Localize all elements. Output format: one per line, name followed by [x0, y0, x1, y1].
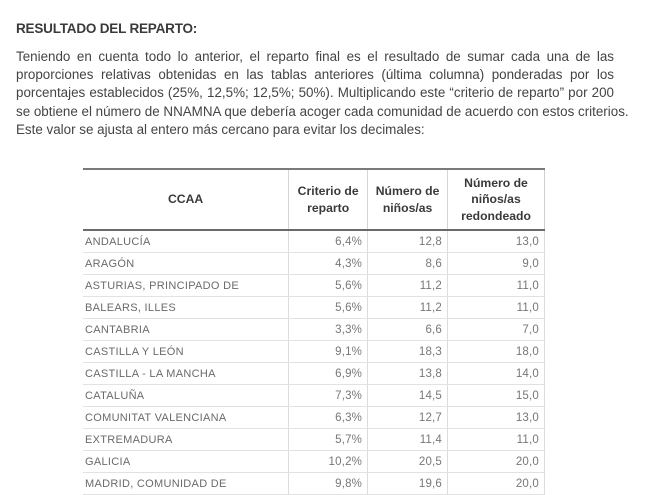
- table-row: [83, 385, 545, 407]
- ccaa-cell: GALICIA: [83, 451, 289, 473]
- numero-cell: 14,5: [368, 385, 448, 407]
- section-title: RESULTADO DEL REPARTO:: [16, 21, 198, 36]
- header-ccaa: CCAA: [83, 169, 289, 230]
- ccaa-cell: EXTREMADURA: [83, 429, 289, 451]
- header-redondeado: Número de niños/as redondeado: [448, 169, 545, 230]
- table-row: [83, 407, 545, 429]
- ccaa-cell: COMUNITAT VALENCIANA: [83, 407, 289, 429]
- criterio-cell: 6,9%: [289, 363, 368, 385]
- criterio-cell: 6,3%: [289, 407, 368, 429]
- table-row: [83, 451, 545, 473]
- header-criterio: Criterio de reparto: [289, 169, 368, 230]
- ccaa-cell: BALEARS, ILLES: [83, 297, 289, 319]
- redondeado-cell: 7,0: [448, 319, 545, 341]
- redondeado-cell: 20,0: [448, 451, 545, 473]
- redondeado-cell: 11,0: [448, 275, 545, 297]
- table-row: [83, 319, 545, 341]
- redondeado-cell: 11,0: [448, 429, 545, 451]
- table-row: [83, 341, 545, 363]
- numero-cell: 11,2: [368, 297, 448, 319]
- header-numero: Número de niños/as: [368, 169, 448, 230]
- criterio-cell: 4,3%: [289, 253, 368, 275]
- numero-cell: 12,7: [368, 407, 448, 429]
- criterio-cell: 3,3%: [289, 319, 368, 341]
- ccaa-cell: CASTILLA - LA MANCHA: [83, 363, 289, 385]
- ccaa-cell: CANTABRIA: [83, 319, 289, 341]
- numero-cell: 11,4: [368, 429, 448, 451]
- numero-cell: 8,6: [368, 253, 448, 275]
- redondeado-cell: 15,0: [448, 385, 545, 407]
- table-row: [83, 253, 545, 275]
- paragraph-line: porcentajes establecidos (25%, 12,5%; 12,5%; 50%). Multiplicando este “criterio de reparto” por 200: [16, 85, 614, 101]
- numero-cell: 11,2: [368, 275, 448, 297]
- table-row: [83, 473, 545, 495]
- numero-cell: 13,8: [368, 363, 448, 385]
- redondeado-cell: 14,0: [448, 363, 545, 385]
- numero-cell: 12,8: [368, 230, 448, 253]
- criterio-cell: 5,6%: [289, 275, 368, 297]
- paragraph-line: proporciones relativas obtenidas en las tablas anteriores (última columna) ponderadas por los: [16, 67, 614, 83]
- criterio-cell: 6,4%: [289, 230, 368, 253]
- table-row: [83, 429, 545, 451]
- ccaa-cell: ARAGÓN: [83, 253, 289, 275]
- table-row: [83, 275, 545, 297]
- redondeado-cell: 13,0: [448, 407, 545, 429]
- explanation-paragraph: [16, 48, 629, 139]
- numero-cell: 6,6: [368, 319, 448, 341]
- criterio-cell: 10,2%: [289, 451, 368, 473]
- ccaa-cell: ANDALUCÍA: [83, 230, 289, 253]
- criterio-cell: 9,8%: [289, 473, 368, 495]
- table-row: [83, 363, 545, 385]
- ccaa-cell: CASTILLA Y LEÓN: [83, 341, 289, 363]
- table-row: [83, 230, 545, 253]
- ccaa-cell: MADRID, COMUNIDAD DE: [83, 473, 289, 495]
- redondeado-cell: 13,0: [448, 230, 545, 253]
- criterio-cell: 9,1%: [289, 341, 368, 363]
- criterio-cell: 7,3%: [289, 385, 368, 407]
- redondeado-cell: 9,0: [448, 253, 545, 275]
- ccaa-cell: CATALUÑA: [83, 385, 289, 407]
- redondeado-cell: 18,0: [448, 341, 545, 363]
- numero-cell: 20,5: [368, 451, 448, 473]
- paragraph-line: se obtiene el número de NNAMNA que debería acoger cada comunidad de acuerdo con estos criterios.: [16, 103, 629, 119]
- criterio-cell: 5,6%: [289, 297, 368, 319]
- table-row: [83, 297, 545, 319]
- distribution-table: [83, 168, 545, 495]
- paragraph-line: Este valor se ajusta al entero más cercano para evitar los decimales:: [16, 121, 425, 137]
- redondeado-cell: 20,0: [448, 473, 545, 495]
- ccaa-cell: ASTURIAS, PRINCIPADO DE: [83, 275, 289, 297]
- criterio-cell: 5,7%: [289, 429, 368, 451]
- table-header-row: [83, 169, 545, 230]
- redondeado-cell: 11,0: [448, 297, 545, 319]
- numero-cell: 19,6: [368, 473, 448, 495]
- numero-cell: 18,3: [368, 341, 448, 363]
- paragraph-line: Teniendo en cuenta todo lo anterior, el reparto final es el resultado de sumar cada una de las: [16, 49, 614, 64]
